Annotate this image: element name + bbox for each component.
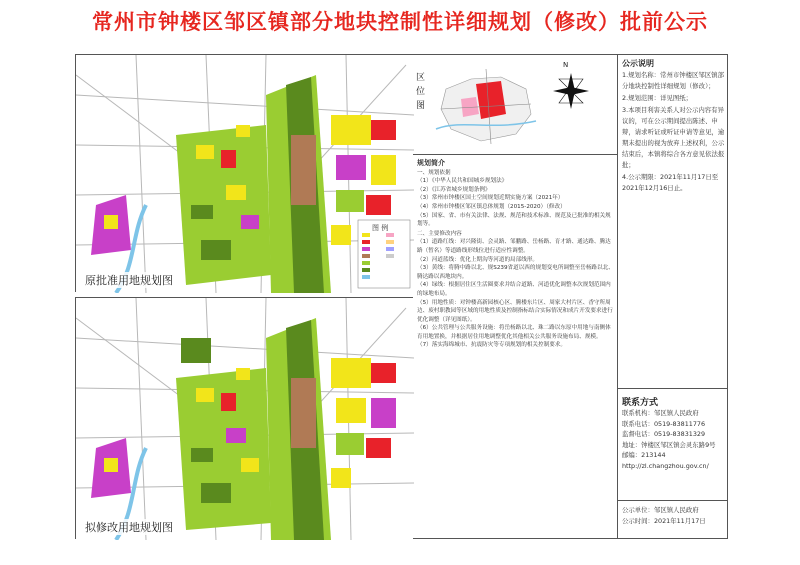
notice-unit: 公示单位：邹区镇人民政府 [622, 506, 699, 514]
original-map-label: 原批准用地规划图 [82, 272, 176, 288]
change-item: （2）河道蓝线：优化上期沟等河道的局部线形。 [417, 256, 539, 263]
notice-date: 公示时间：2021年11月17日 [622, 517, 706, 525]
change-item: （6）公共管理与公共服务设施：将岳杨路以北、珠二路以东原中用地与南侧体育用地置换，并根据居住用地调整优化其他相关公共服务设施布局、规模。 [417, 325, 611, 340]
change-item: （3）黄线：将腾中路以北、规S239省道以西的规划变电所调整至岳杨路以北、腾达路以西地块内。 [417, 265, 614, 280]
divider [618, 500, 728, 501]
basis-item: （4）常州市钟楼区邹区镇总体规划（2015-2020）（修改） [417, 203, 566, 210]
contact-heading: 联系方式 [622, 398, 659, 408]
revised-map-drawing [76, 298, 414, 540]
notice-item: 4.公示期限：2021年11月17日至2021年12月16日止。 [622, 173, 719, 192]
north-label: N [563, 61, 569, 69]
notice-heading: 公示说明 [622, 59, 654, 68]
website-link[interactable]: http://zl.changzhou.gov.cn/ [622, 461, 709, 470]
change-item: （1）道路红线：对兴隆街、会灵路、邹鹏路、岳杨路、育才路、通达路、腾达路（暂名）等道路线形线位进行适应性调整。 [417, 239, 611, 254]
notice-item: 1.规划名称：常州市钟楼区邹区镇部分地块控制性详细规划（修改）； [622, 71, 724, 90]
planning-basis-heading: 一、规划依据 [417, 169, 451, 176]
change-item: （5）用地性质：对钟楼高新园核心区、腾楼东片区、周家大村片区、香守所周边、废村职教园等区域的用地性质及控制指标结合实际情况和成片开发要求进行优化调整（详见图纸）。 [417, 299, 613, 323]
original-map-drawing [76, 55, 414, 293]
notice-item: 2.规划范围：详见图纸； [622, 94, 693, 102]
original-land-use-map [75, 54, 413, 292]
north-arrow-icon [551, 65, 591, 115]
notice-item: 3.本项目利害关系人对公示内容有异议的，可在公示期间提出陈述、申辩，请求听证或听证申请等意见，逾期未提出的视为放弃上述权利，公示结束后，本镇将综合各方意见依法报批； [622, 106, 725, 169]
page-title: 常州市钟楼区邹区镇部分地块控制性详细规划（修改）批前公示 [92, 10, 708, 34]
basis-item: （3）常州市钟楼区国土空间规划近期实施方案（2021年） [417, 195, 564, 202]
postal-code: 邮编：213144 [622, 451, 666, 459]
location-map-box [413, 55, 618, 155]
original-legend-title: 图 例 [372, 224, 389, 232]
revised-map-label: 拟修改用地规划图 [82, 519, 176, 535]
signature-block [622, 505, 725, 527]
center-column [413, 54, 618, 539]
change-item: （4）绿线：根据居住区生活圈要求并结合道路、河道优化调整本次规划范围内的绿地布局。 [417, 282, 611, 297]
planning-summary [417, 159, 614, 350]
basis-item: （2）《江苏省城乡规划条例》 [417, 186, 491, 193]
revised-land-use-map [75, 297, 413, 539]
basis-item: （5）国家、省、市有关法律、法规、规范和技术标准、规范及已批准的相关规划等。 [417, 212, 611, 228]
contact-org: 联系机构：邹区镇人民政府 [622, 409, 699, 417]
basis-item: （1）《中华人民共和国城乡规划法》 [417, 178, 508, 185]
planning-changes-heading: 二、主要修改内容 [417, 230, 462, 237]
planning-heading: 规划简介 [417, 159, 445, 167]
location-map-label: 区位图 [416, 73, 426, 111]
location-map [431, 59, 541, 149]
contact-phone: 联系电话：0519-83811776 [622, 419, 706, 428]
change-item: （7）落实海绵城市、抗震防灾等专项规划的相关控制要求。 [417, 342, 566, 349]
notice-column [618, 54, 728, 539]
supervision-phone: 监督电话：0519-83831329 [622, 430, 706, 438]
contact-address: 地址：钟楼区邹区镇会灵东路9号 [622, 440, 716, 449]
notice-body [622, 70, 725, 195]
contact-body [622, 408, 725, 471]
divider [618, 388, 728, 389]
